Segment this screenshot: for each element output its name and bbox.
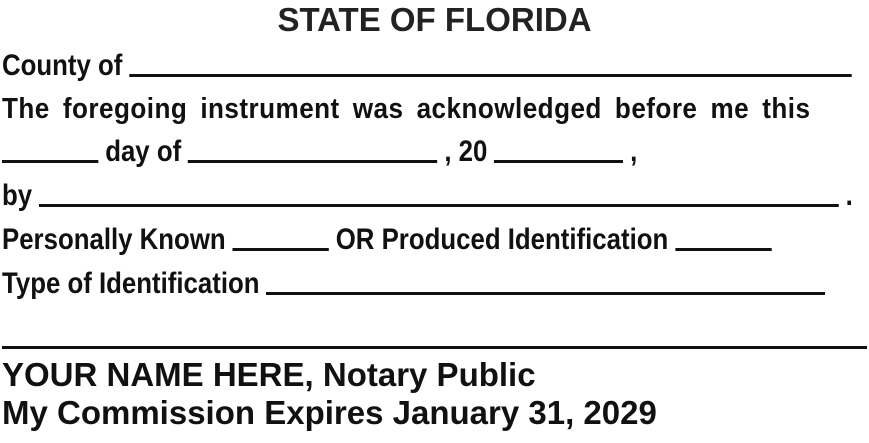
county-blank [129,52,851,77]
by-label: by [2,179,33,212]
signature-line [2,346,867,349]
day-of-label: day of [105,135,182,168]
or-produced-label: OR Produced Identification [335,223,669,256]
period: . [845,179,853,212]
by-blank [39,182,839,207]
county-line [2,48,859,84]
personally-known-blank [233,226,329,251]
month-blank [188,138,437,163]
stamp-title: STATE OF FLORIDA [277,1,592,38]
county-label: County of [2,49,123,82]
identification-line [2,222,778,258]
trailing-comma: , [630,135,638,168]
type-of-identification-label: Type of Identification [2,267,260,300]
year-blank [494,138,623,163]
by-line [2,178,853,214]
year-prefix: , 20 [444,135,488,168]
acknowledgment-text: The foregoing instrument was acknowledged before me this [2,93,811,125]
personally-known-label: Personally Known [2,223,226,256]
commission-expires: My Commission Expires January 31, 2029 [2,394,657,431]
notary-name: YOUR NAME HERE, Notary Public [2,356,536,393]
identification-type-line [2,266,832,302]
produced-identification-blank [675,226,771,251]
day-blank [2,138,98,163]
date-line [2,134,637,170]
acknowledgment-line [2,91,867,127]
identification-type-blank [266,270,825,295]
